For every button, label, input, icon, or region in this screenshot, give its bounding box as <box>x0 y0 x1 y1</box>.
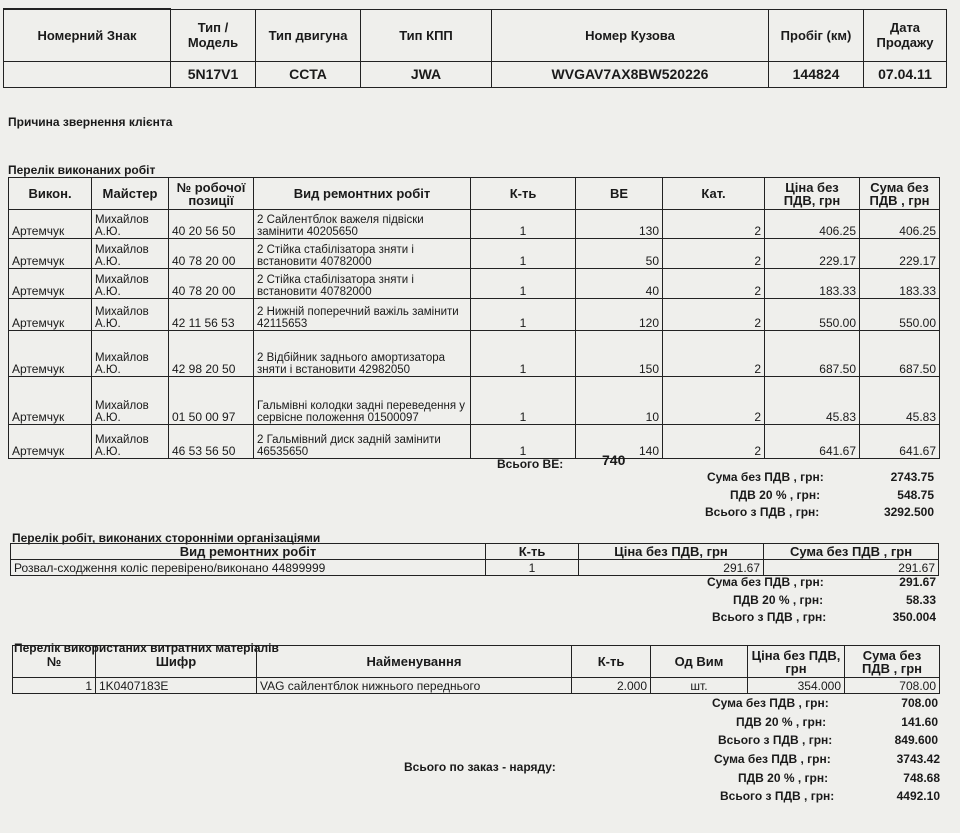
materials-sum-value: 708.00 <box>901 696 938 710</box>
price-cell: 45.83 <box>765 377 860 425</box>
sum-cell: 641.67 <box>860 425 940 459</box>
third-party-sum-value: 291.67 <box>899 575 936 589</box>
table-row <box>13 678 940 694</box>
materials-header-code: Шифр <box>96 646 257 678</box>
order-vat-value: 748.68 <box>903 771 940 785</box>
ve-cell: 150 <box>576 331 663 377</box>
works-total-value: 3292.500 <box>883 505 934 519</box>
third-party-vat-value: 58.33 <box>905 593 936 607</box>
executor-cell: Артемчук <box>9 269 92 299</box>
third-party-table <box>10 543 939 576</box>
category-cell: 2 <box>663 210 765 239</box>
materials-unit-cell: шт. <box>651 678 748 694</box>
materials-price-cell: 354.000 <box>748 678 845 694</box>
position-cell: 40 20 56 50 <box>169 210 254 239</box>
category-cell: 2 <box>663 239 765 269</box>
materials-header-sum: Сума без ПДВ , грн <box>845 646 940 678</box>
third-party-sum-cell: 291.67 <box>764 560 939 576</box>
vehicle-header-model: Тип / Модель <box>171 9 256 61</box>
qty-cell: 1 <box>471 210 576 239</box>
position-cell: 46 53 56 50 <box>169 425 254 459</box>
sum-cell: 687.50 <box>860 331 940 377</box>
ve-cell: 40 <box>576 269 663 299</box>
vehicle-header-vin: Номер Кузова <box>492 9 769 61</box>
table-row <box>9 425 940 459</box>
price-cell: 406.25 <box>765 210 860 239</box>
materials-table <box>12 645 940 694</box>
sum-cell: 229.17 <box>860 239 940 269</box>
third-party-vat-label: ПДВ 20 % , грн: <box>733 593 824 607</box>
vehicle-model: 5N17V1 <box>171 61 256 87</box>
executor-cell: Артемчук <box>9 425 92 459</box>
sum-cell: 45.83 <box>860 377 940 425</box>
position-cell: 40 78 20 00 <box>169 269 254 299</box>
description-cell: 2 Стійка стабілізатора зняти і встановити 40782000 <box>254 239 471 269</box>
vehicle-sale-date: 07.04.11 <box>864 61 947 87</box>
materials-title: Перелік використаних витратних матеріалів <box>14 641 279 655</box>
table-row <box>9 331 940 377</box>
third-party-price-cell: 291.67 <box>579 560 764 576</box>
vehicle-header-engine: Тип двигуна <box>256 9 361 61</box>
materials-header-number: № <box>13 646 96 678</box>
order-total-label: Всього по заказ - наряду: <box>404 760 556 774</box>
sum-cell: 183.33 <box>860 269 940 299</box>
vehicle-header-gearbox: Тип КПП <box>361 9 492 61</box>
reason-title: Причина звернення клієнта <box>8 115 173 129</box>
third-party-total-label: Всього з ПДВ , грн: <box>712 610 827 624</box>
vehicle-gearbox: JWA <box>361 61 492 87</box>
third-party-sum-label: Сума без ПДВ , грн: <box>707 575 824 589</box>
works-sum-label: Сума без ПДВ , грн: <box>707 470 824 484</box>
ve-cell: 130 <box>576 210 663 239</box>
category-cell: 2 <box>663 331 765 377</box>
executor-cell: Артемчук <box>9 331 92 377</box>
works-vat-value: 548.75 <box>897 488 934 502</box>
price-cell: 550.00 <box>765 299 860 331</box>
order-total-grand-value: 4492.10 <box>896 789 940 803</box>
vehicle-table <box>3 8 947 88</box>
table-row <box>9 299 940 331</box>
total-ve-value: 740 <box>602 452 626 468</box>
price-cell: 229.17 <box>765 239 860 269</box>
materials-header-unit: Од Вим <box>651 646 748 678</box>
executor-cell: Артемчук <box>9 377 92 425</box>
category-cell: 2 <box>663 377 765 425</box>
materials-sum-label: Сума без ПДВ , грн: <box>712 696 829 710</box>
materials-header-price: Ціна без ПДВ, грн <box>748 646 845 678</box>
vehicle-header-mileage: Пробіг (км) <box>769 9 864 61</box>
materials-vat-label: ПДВ 20 % , грн: <box>736 715 827 729</box>
third-party-description-cell: Розвал-сходження коліс перевірено/виконано 44899999 <box>11 560 486 576</box>
order-sum-value: 3743.42 <box>896 752 940 766</box>
table-row <box>9 239 940 269</box>
executor-cell: Артемчук <box>9 210 92 239</box>
master-cell: Михайлов А.Ю. <box>92 210 169 239</box>
price-cell: 183.33 <box>765 269 860 299</box>
ve-cell: 140 <box>576 425 663 459</box>
materials-total-label: Всього з ПДВ , грн: <box>718 733 833 747</box>
description-cell: Гальмівні колодки задні переведення у сервісне положення 01500097 <box>254 377 471 425</box>
master-cell: Михайлов А.Ю. <box>92 269 169 299</box>
order-vat-label: ПДВ 20 % , грн: <box>738 771 829 785</box>
third-party-qty-cell: 1 <box>486 560 579 576</box>
position-cell: 01 50 00 97 <box>169 377 254 425</box>
position-cell: 42 98 20 50 <box>169 331 254 377</box>
qty-cell: 1 <box>471 331 576 377</box>
works-sum-value: 2743.75 <box>890 470 934 484</box>
position-cell: 42 11 56 53 <box>169 299 254 331</box>
works-header-executor: Викон. <box>9 178 92 210</box>
works-header-sum: Сума без ПДВ , грн <box>860 178 940 210</box>
works-table <box>8 177 940 459</box>
sum-cell: 550.00 <box>860 299 940 331</box>
master-cell: Михайлов А.Ю. <box>92 377 169 425</box>
total-ve-label: Всього ВЕ: <box>497 457 564 471</box>
third-party-header-sum: Сума без ПДВ , грн <box>764 544 939 560</box>
category-cell: 2 <box>663 425 765 459</box>
master-cell: Михайлов А.Ю. <box>92 331 169 377</box>
order-sum-label: Сума без ПДВ , грн: <box>714 752 831 766</box>
third-party-header-qty: К-ть <box>486 544 579 560</box>
ve-cell: 50 <box>576 239 663 269</box>
executor-cell: Артемчук <box>9 299 92 331</box>
executor-cell: Артемчук <box>9 239 92 269</box>
sum-cell: 406.25 <box>860 210 940 239</box>
materials-sum-cell: 708.00 <box>845 678 940 694</box>
ve-cell: 10 <box>576 377 663 425</box>
third-party-header-price: Ціна без ПДВ, грн <box>579 544 764 560</box>
works-header-master: Майстер <box>92 178 169 210</box>
table-row <box>11 560 939 576</box>
vehicle-engine: CCTA <box>256 61 361 87</box>
table-row <box>9 269 940 299</box>
third-party-title: Перелік робіт, виконаних сторонніми організаціями <box>12 531 321 545</box>
works-header-description: Вид ремонтних робіт <box>254 178 471 210</box>
materials-vat-value: 141.60 <box>901 715 938 729</box>
works-title: Перелік виконаних робіт <box>8 163 156 177</box>
qty-cell: 1 <box>471 299 576 331</box>
materials-code-cell: 1K0407183E <box>96 678 257 694</box>
table-row <box>9 377 940 425</box>
vehicle-header-sale-date: Дата Продажу <box>864 9 947 61</box>
works-header-price: Ціна без ПДВ, грн <box>765 178 860 210</box>
qty-cell: 1 <box>471 239 576 269</box>
vehicle-mileage: 144824 <box>769 61 864 87</box>
works-header-position: № робочої позиції <box>169 178 254 210</box>
materials-header-qty: К-ть <box>572 646 651 678</box>
materials-total-value: 849.600 <box>894 733 938 747</box>
description-cell: 2 Гальмівний диск задній замінити 46535650 <box>254 425 471 459</box>
works-header-qty: К-ть <box>471 178 576 210</box>
description-cell: 2 Відбійник заднього амортизатора зняти і встановити 42982050 <box>254 331 471 377</box>
category-cell: 2 <box>663 269 765 299</box>
third-party-total-value: 350.004 <box>892 610 936 624</box>
qty-cell: 1 <box>471 377 576 425</box>
ve-cell: 120 <box>576 299 663 331</box>
master-cell: Михайлов А.Ю. <box>92 425 169 459</box>
order-total-grand-label: Всього з ПДВ , грн: <box>720 789 835 803</box>
vehicle-vin: WVGAV7AX8BW520226 <box>492 61 769 87</box>
works-total-label: Всього з ПДВ , грн: <box>705 505 820 519</box>
vehicle-plate <box>4 61 171 87</box>
vehicle-header-plate: Номерний Знак <box>4 9 171 61</box>
master-cell: Михайлов А.Ю. <box>92 239 169 269</box>
description-cell: 2 Стійка стабілізатора зняти і встановити 40782000 <box>254 269 471 299</box>
master-cell: Михайлов А.Ю. <box>92 299 169 331</box>
materials-qty-cell: 2.000 <box>572 678 651 694</box>
position-cell: 40 78 20 00 <box>169 239 254 269</box>
works-vat-label: ПДВ 20 % , грн: <box>730 488 821 502</box>
table-row <box>9 210 940 239</box>
qty-cell: 1 <box>471 269 576 299</box>
description-cell: 2 Сайлентблок важеля підвіски замінити 40205650 <box>254 210 471 239</box>
works-header-category: Кат. <box>663 178 765 210</box>
price-cell: 687.50 <box>765 331 860 377</box>
materials-number-cell: 1 <box>13 678 96 694</box>
materials-header-name: Найменування <box>257 646 572 678</box>
materials-name-cell: VAG сайлентблок нижнього переднього <box>257 678 572 694</box>
description-cell: 2 Нижній поперечний важіль замінити 42115653 <box>254 299 471 331</box>
qty-cell: 1 <box>471 425 576 459</box>
price-cell: 641.67 <box>765 425 860 459</box>
works-header-ve: ВЕ <box>576 178 663 210</box>
category-cell: 2 <box>663 299 765 331</box>
third-party-header-description: Вид ремонтних робіт <box>11 544 486 560</box>
